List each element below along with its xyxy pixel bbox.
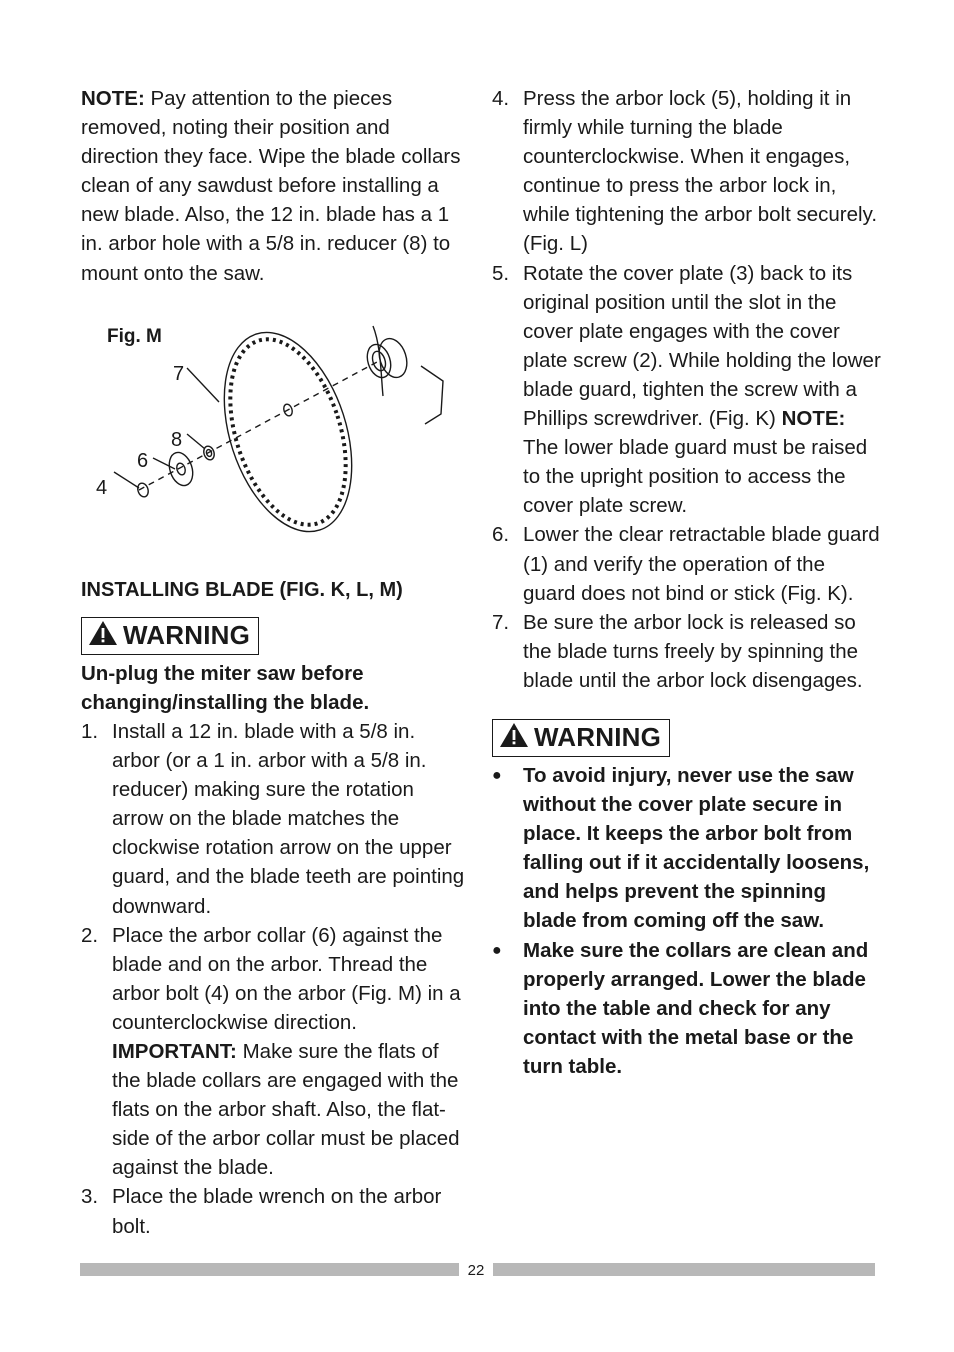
figure-m — [81, 306, 466, 556]
note-label: NOTE: — [781, 407, 846, 431]
housing-body — [421, 366, 443, 424]
saw-blade-outline — [201, 316, 375, 548]
step-number: 3. — [81, 1185, 99, 1209]
step-text: Place the blade wrench on the arbor bolt. — [112, 1185, 442, 1238]
leader-7 — [187, 368, 219, 402]
section-heading: INSTALLING BLADE (FIG. K, L, M) — [81, 578, 403, 601]
callout-6: 6 — [137, 449, 149, 472]
bullet-icon: ● — [492, 766, 502, 784]
page-number: 22 — [467, 1262, 485, 1279]
leader-4 — [114, 472, 139, 488]
note-text: The lower blade guard must be raised to the upright position to access the cover plate screw. — [523, 436, 868, 518]
warning-text: Un-plug the miter saw before changing/installing the blade. — [81, 661, 370, 714]
note-label: NOTE: — [81, 87, 145, 110]
steps-list-left — [81, 717, 466, 1241]
step-text: Install a 12 in. blade with a 5/8 in. arbor (or a 1 in. arbor with a 5/8 in. reducer) making sure the rotation arrow on the blade matches the clockwise rotation arrow on the upper guard, and the blade teeth are pointing downward. — [112, 719, 465, 918]
leader-6 — [153, 458, 175, 469]
step-number: 4. — [492, 87, 510, 110]
note-paragraph — [81, 84, 466, 288]
step-text: Rotate the cover plate (3) back to its original position until the slot in the cover plate engages with the cover plate screw (2). While holding the lower blade guard, tighten the screw with a Phillips screwdriver. (Fig. K) — [523, 261, 881, 431]
step-number: 6. — [492, 523, 510, 547]
warning-box-left — [81, 617, 259, 655]
list-item — [492, 520, 882, 607]
warning-triangle-icon — [88, 620, 118, 652]
list-item — [492, 608, 882, 695]
arbor-bolt-part — [136, 481, 150, 497]
warning-triangle-icon — [499, 722, 529, 754]
callout-4: 4 — [96, 476, 108, 499]
important-label: IMPORTANT: — [112, 1039, 237, 1063]
right-column — [492, 84, 882, 1081]
list-item — [492, 761, 882, 936]
warning-box-right — [492, 719, 670, 757]
callout-7: 7 — [173, 362, 185, 385]
step-text: Place the arbor collar (6) against the blade and on the arbor. Thread the arbor bolt (4) on the arbor (Fig. M) in a counterclockwise direction. — [112, 923, 461, 1034]
bullet-text: To avoid injury, never use the saw without the cover plate secure in place. It keeps the arbor bolt from falling out if it accidentally loosens, and helps prevent the spinning blade from coming off the saw. — [523, 763, 870, 933]
leader-8 — [187, 434, 205, 449]
step-text: Be sure the arbor lock is released so the blade turns freely by spinning the blade until the arbor lock disengages. — [523, 610, 863, 692]
step-text: Lower the clear retractable blade guard (1) and verify the operation of the guard does not bind or stick (Fig. K). — [523, 523, 880, 605]
warning-bullets — [492, 761, 882, 1081]
bullet-icon: ● — [492, 941, 502, 959]
warning-label: WARNING — [534, 722, 662, 753]
figure-title: Fig. M — [107, 325, 162, 347]
list-item — [492, 84, 882, 259]
step-number: 1. — [81, 719, 99, 743]
step-number: 2. — [81, 923, 99, 947]
footer-bar-right — [493, 1263, 875, 1276]
list-item — [492, 936, 882, 1081]
footer-bar-left — [80, 1263, 459, 1276]
list-item — [81, 921, 466, 1183]
housing-edge — [373, 326, 383, 396]
step-number: 5. — [492, 261, 510, 285]
steps-list-right — [492, 84, 882, 695]
list-item — [492, 259, 882, 521]
list-item — [81, 717, 466, 921]
callout-8: 8 — [171, 428, 183, 451]
list-item — [81, 1182, 466, 1240]
bullet-text: Make sure the collars are clean and properly arranged. Lower the blade into the table and check for any contact with the metal base or the turn table. — [523, 938, 869, 1078]
step-number: 7. — [492, 610, 510, 634]
arbor-collar-part — [165, 449, 196, 488]
warning-label: WARNING — [123, 620, 251, 651]
important-text: Make sure the flats of the blade collars are engaged with the flats on the arbor shaft. Also, the flat-side of the arbor collar must be placed against the blade. — [112, 1039, 460, 1180]
note-text: Pay attention to the pieces removed, noting their position and direction they face. Wipe the blade collars clean of any sawdust before installing a new blade. Also, the 12 in. blade has a 1 in. arbor hole with a 5/8 in. reducer (8) to mount onto the saw. — [81, 87, 461, 285]
step-text: Press the arbor lock (5), holding it in firmly while turning the blade counterclockwise. When it engages, continue to press the arbor lock in, while tightening the arbor bolt securely. (Fig. L) — [523, 87, 878, 256]
left-column — [81, 84, 466, 1241]
